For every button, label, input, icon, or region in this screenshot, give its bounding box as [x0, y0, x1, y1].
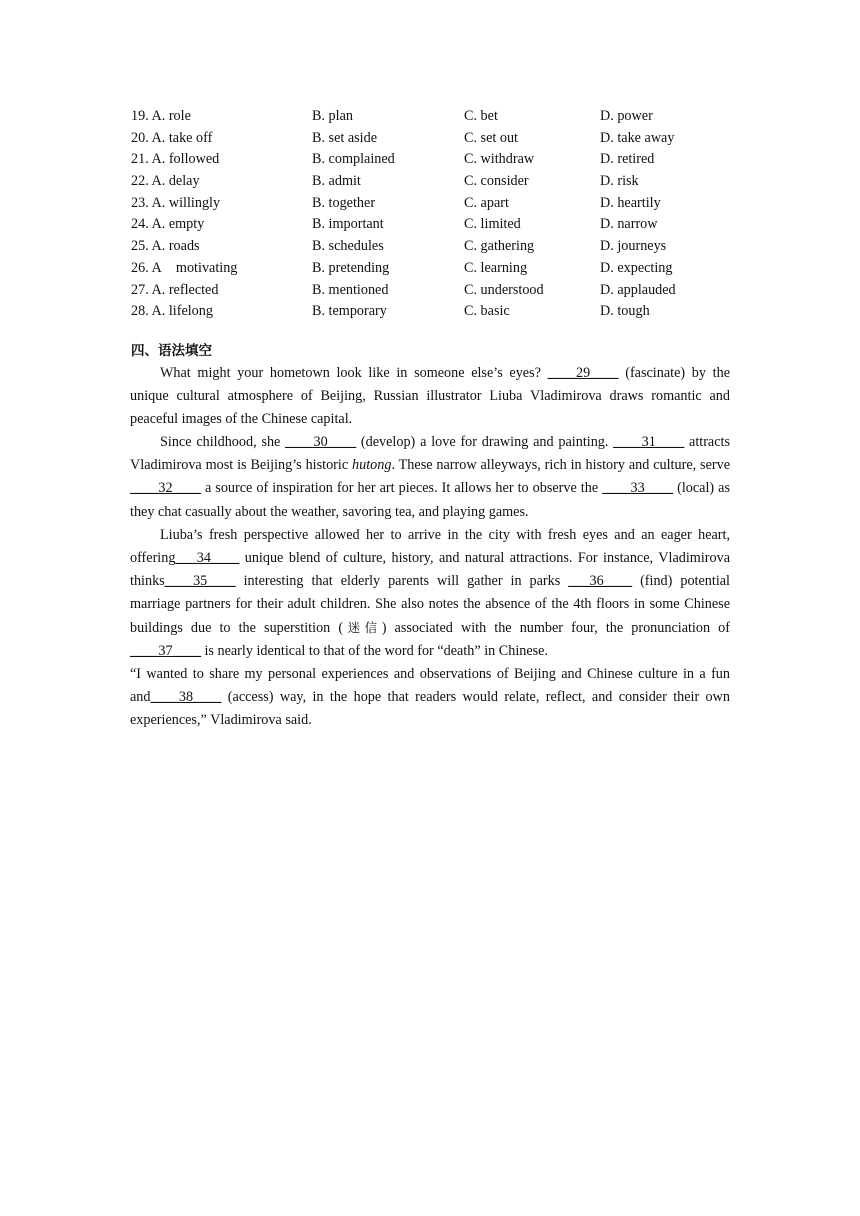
paragraph-3: [130, 524, 730, 664]
option-b: B. admit: [312, 173, 361, 190]
option-a: 27. A. reflected: [131, 281, 219, 298]
passage-text: What might your hometown look like in someone else’s eyes?: [160, 365, 548, 381]
passage-text: (develop) a love for drawing and painting.: [356, 434, 614, 451]
option-a: 22. A. delay: [131, 173, 200, 190]
section-title: 四、语法填空: [131, 343, 212, 359]
option-row: [131, 214, 731, 236]
option-c: C. consider: [464, 173, 529, 190]
option-a: 19. A. role: [131, 108, 191, 124]
passage-text: (access) way, in the hope that readers would relate, reflect, and consider their own experiences,” Vladimirova said.: [130, 689, 730, 729]
passage-text: attracts Vladimirova most is Beijing’s historic: [130, 434, 730, 474]
option-d: D. applauded: [600, 281, 676, 298]
option-d: D. journeys: [600, 238, 667, 255]
grammar-passage: [130, 362, 730, 733]
blank-31: ____31____: [613, 434, 685, 451]
option-d: D. risk: [600, 173, 639, 190]
passage-text: (find) potential marriage partners for their adult children. She also notes the absence of the 4th floors in some Chinese buildings due to the superstition (: [130, 572, 730, 637]
option-b: B. together: [312, 194, 376, 211]
option-b: B. set aside: [312, 129, 378, 146]
hutong-term: hutong: [352, 457, 392, 474]
option-c: C. withdraw: [464, 151, 535, 168]
option-c: C. understood: [464, 281, 544, 298]
blank-35: ____35____: [164, 572, 236, 589]
option-row: [131, 193, 731, 215]
passage-text: is nearly identical to that of the word for “death” in Chinese.: [200, 643, 549, 660]
blank-30: ____30____: [285, 434, 357, 451]
option-d: D. tough: [600, 303, 650, 320]
option-c: C. limited: [464, 216, 521, 233]
passage-text: (fascinate) by the unique cultural atmosphere of Beijing, Russian illustrator Liuba Vladimirova draws romantic and peaceful images of the Chinese capital.: [130, 365, 730, 428]
option-c: C. apart: [464, 194, 509, 211]
passage-text: (local) as they chat casually about the weather, savoring tea, and playing games.: [130, 480, 730, 520]
option-c: C. gathering: [464, 238, 535, 255]
option-b: B. important: [312, 216, 384, 233]
option-c: C. basic: [464, 303, 510, 320]
option-d: D. power: [600, 108, 653, 124]
option-row: [131, 236, 731, 258]
passage-text: interesting that elderly parents will gather in parks: [235, 572, 569, 589]
option-row: [131, 128, 731, 150]
passage-text: Since childhood, she: [160, 434, 286, 451]
option-d: D. expecting: [600, 259, 673, 276]
blank-38: ____38____: [150, 689, 222, 706]
passage-text: ) associated with the number four, the pronunciation of: [381, 620, 730, 637]
option-row: [131, 258, 731, 280]
option-list: [131, 106, 731, 323]
option-a: 24. A. empty: [131, 216, 205, 233]
option-a: 26. A motivating: [131, 259, 238, 276]
option-c: C. set out: [464, 129, 518, 146]
passage-text: “I wanted to share my personal experiences and observations of Beijing and Chinese culture in a fun and: [130, 666, 730, 706]
option-row: [131, 149, 731, 171]
blank-37: ____37____: [130, 643, 201, 660]
blank-32: ____32____: [130, 480, 201, 497]
paragraph-2: [130, 431, 730, 523]
option-row: [131, 301, 731, 323]
option-b: B. temporary: [312, 303, 387, 320]
option-d: D. heartily: [600, 194, 661, 211]
option-a: 28. A. lifelong: [131, 303, 213, 320]
option-a: 20. A. take off: [131, 129, 213, 146]
option-c: C. bet: [464, 108, 498, 124]
option-row: [131, 171, 731, 193]
blank-36: ___36____: [568, 572, 633, 589]
option-d: D. take away: [600, 129, 675, 146]
passage-text: Liuba’s fresh perspective allowed her to arrive in the city with fresh eyes and an eager heart, offering: [130, 526, 730, 566]
option-d: D. retired: [600, 151, 655, 168]
option-row: [131, 280, 731, 302]
passage-text: . These narrow alleyways, rich in history and culture, serve: [391, 457, 730, 474]
option-b: B. plan: [312, 108, 353, 124]
blank-29: ____29____: [547, 365, 619, 381]
option-d: D. narrow: [600, 216, 658, 233]
option-a: 23. A. willingly: [131, 194, 221, 211]
chinese-gloss: 迷信: [343, 620, 382, 636]
blank-34: ___34____: [175, 549, 240, 566]
option-b: B. mentioned: [312, 281, 389, 298]
passage-text: unique blend of culture, history, and natural attractions. For instance, Vladimirova thinks: [130, 549, 730, 589]
option-b: B. schedules: [312, 238, 384, 255]
option-b: B. complained: [312, 151, 395, 168]
blank-33: ____33____: [602, 480, 674, 497]
option-a: 25. A. roads: [131, 238, 200, 255]
paragraph-1: [130, 362, 730, 431]
option-c: C. learning: [464, 259, 528, 276]
option-row: [131, 106, 731, 128]
paragraph-4: [130, 663, 730, 732]
option-a: 21. A. followed: [131, 151, 220, 168]
passage-text: a source of inspiration for her art pieces. It allows her to observe the: [200, 480, 603, 497]
option-b: B. pretending: [312, 259, 390, 276]
